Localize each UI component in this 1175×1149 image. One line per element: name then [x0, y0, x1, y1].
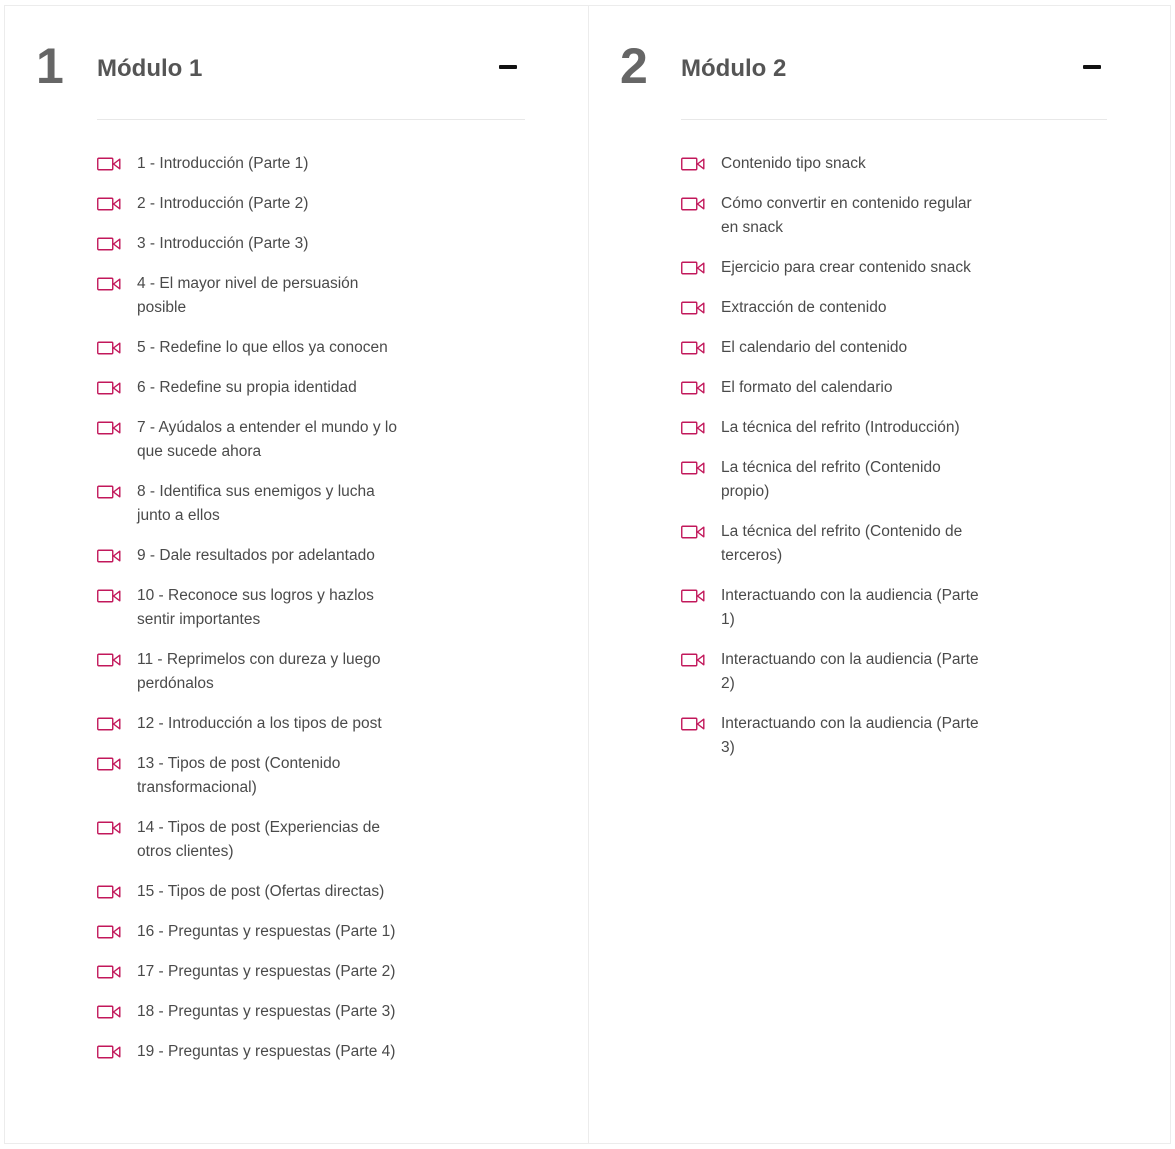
video-camera-icon	[97, 237, 121, 251]
lesson-item[interactable]	[97, 336, 417, 360]
module-2	[584, 0, 1169, 1140]
video-camera-icon	[97, 1045, 121, 1059]
lesson-title: Contenido tipo snack	[721, 155, 866, 172]
lesson-item[interactable]	[681, 296, 1001, 320]
collapse-module-1-button[interactable]	[491, 55, 525, 81]
lesson-title: 4 - El mayor nivel de persuasión posible	[137, 275, 359, 316]
lesson-title: 1 - Introducción (Parte 1)	[137, 155, 309, 172]
lesson-title: 10 - Reconoce sus logros y hazlos sentir importantes	[137, 587, 374, 628]
video-camera-icon	[97, 341, 121, 355]
lesson-title: 11 - Reprimelos con dureza y luego perdónalos	[137, 651, 381, 692]
module-header-divider	[97, 119, 525, 120]
lesson-title: El formato del calendario	[721, 379, 893, 396]
lesson-item[interactable]	[681, 416, 1001, 440]
video-camera-icon	[681, 157, 705, 171]
lesson-title: Interactuando con la audiencia (Parte 1)	[721, 587, 979, 628]
lesson-title: 3 - Introducción (Parte 3)	[137, 235, 309, 252]
lesson-item[interactable]	[681, 584, 1001, 632]
lesson-title: Ejercicio para crear contenido snack	[721, 259, 971, 276]
video-camera-icon	[681, 589, 705, 603]
lesson-item[interactable]	[681, 192, 1001, 240]
lesson-item[interactable]	[681, 456, 1001, 504]
video-camera-icon	[681, 717, 705, 731]
lesson-item[interactable]	[97, 648, 417, 696]
video-camera-icon	[681, 197, 705, 211]
video-camera-icon	[97, 157, 121, 171]
lesson-title: El calendario del contenido	[721, 339, 908, 356]
video-camera-icon	[97, 757, 121, 771]
video-camera-icon	[681, 653, 705, 667]
lesson-title: 2 - Introducción (Parte 2)	[137, 195, 309, 212]
video-camera-icon	[97, 965, 121, 979]
lesson-item[interactable]	[681, 256, 1001, 280]
lesson-title: 19 - Preguntas y respuestas (Parte 4)	[137, 1043, 396, 1060]
lesson-item[interactable]	[97, 1040, 417, 1064]
video-camera-icon	[681, 461, 705, 475]
video-camera-icon	[97, 1005, 121, 1019]
module-header-divider	[681, 119, 1107, 120]
lesson-item[interactable]	[97, 880, 417, 904]
module-1	[0, 0, 585, 1140]
lesson-title: 17 - Preguntas y respuestas (Parte 2)	[137, 963, 396, 980]
lesson-item[interactable]	[97, 232, 417, 256]
lesson-item[interactable]	[97, 816, 417, 864]
lesson-item[interactable]	[681, 336, 1001, 360]
lesson-item[interactable]	[97, 152, 417, 176]
lesson-item[interactable]	[97, 920, 417, 944]
lesson-title: 18 - Preguntas y respuestas (Parte 3)	[137, 1003, 396, 1020]
minus-icon	[1083, 65, 1101, 69]
video-camera-icon	[97, 589, 121, 603]
lesson-item[interactable]	[97, 1000, 417, 1024]
lesson-item[interactable]	[97, 272, 417, 320]
lesson-item[interactable]	[681, 712, 1001, 760]
module-title[interactable]: Módulo 1	[97, 55, 203, 82]
collapse-module-2-button[interactable]	[1075, 55, 1109, 81]
video-camera-icon	[97, 485, 121, 499]
video-camera-icon	[97, 653, 121, 667]
lesson-title: La técnica del refrito (Contenido propio)	[721, 459, 941, 500]
lesson-title: 6 - Redefine su propia identidad	[137, 379, 357, 396]
video-camera-icon	[681, 341, 705, 355]
module-number: 2	[620, 38, 648, 94]
lesson-title: Interactuando con la audiencia (Parte 3)	[721, 715, 979, 756]
lesson-title: 15 - Tipos de post (Ofertas directas)	[137, 883, 385, 900]
lesson-item[interactable]	[681, 648, 1001, 696]
video-camera-icon	[97, 549, 121, 563]
lesson-title: 16 - Preguntas y respuestas (Parte 1)	[137, 923, 396, 940]
lesson-item[interactable]	[97, 544, 417, 568]
video-camera-icon	[681, 381, 705, 395]
video-camera-icon	[681, 421, 705, 435]
lesson-title: 7 - Ayúdalos a entender el mundo y lo que sucede ahora	[137, 419, 397, 460]
lesson-item[interactable]	[681, 152, 1001, 176]
lesson-item[interactable]	[97, 712, 417, 736]
lesson-title: La técnica del refrito (Contenido de terceros)	[721, 523, 963, 564]
video-camera-icon	[681, 301, 705, 315]
lesson-title: 14 - Tipos de post (Experiencias de otros clientes)	[137, 819, 380, 860]
lesson-item[interactable]	[97, 416, 417, 464]
lesson-item[interactable]	[97, 480, 417, 528]
lesson-item[interactable]	[681, 376, 1001, 400]
lesson-title: 12 - Introducción a los tipos de post	[137, 715, 382, 732]
lesson-list	[681, 152, 1001, 776]
lesson-list	[97, 152, 417, 1080]
lesson-item[interactable]	[97, 584, 417, 632]
module-number: 1	[36, 38, 64, 94]
lesson-title: 5 - Redefine lo que ellos ya conocen	[137, 339, 388, 356]
video-camera-icon	[97, 821, 121, 835]
video-camera-icon	[97, 885, 121, 899]
video-camera-icon	[97, 277, 121, 291]
lesson-item[interactable]	[97, 960, 417, 984]
lesson-title: 9 - Dale resultados por adelantado	[137, 547, 375, 564]
lesson-item[interactable]	[97, 376, 417, 400]
video-camera-icon	[681, 261, 705, 275]
video-camera-icon	[97, 925, 121, 939]
lesson-title: Cómo convertir en contenido regular en snack	[721, 195, 972, 236]
video-camera-icon	[97, 717, 121, 731]
lesson-title: La técnica del refrito (Introducción)	[721, 419, 960, 436]
video-camera-icon	[681, 525, 705, 539]
video-camera-icon	[97, 381, 121, 395]
minus-icon	[499, 65, 517, 69]
lesson-title: 13 - Tipos de post (Contenido transformacional)	[137, 755, 341, 796]
module-title[interactable]: Módulo 2	[681, 55, 787, 82]
lesson-title: Interactuando con la audiencia (Parte 2)	[721, 651, 979, 692]
lesson-item[interactable]	[681, 520, 1001, 568]
video-camera-icon	[97, 197, 121, 211]
lesson-item[interactable]	[97, 192, 417, 216]
lesson-title: Extracción de contenido	[721, 299, 887, 316]
video-camera-icon	[97, 421, 121, 435]
lesson-item[interactable]	[97, 752, 417, 800]
lesson-title: 8 - Identifica sus enemigos y lucha junto a ellos	[137, 483, 375, 524]
